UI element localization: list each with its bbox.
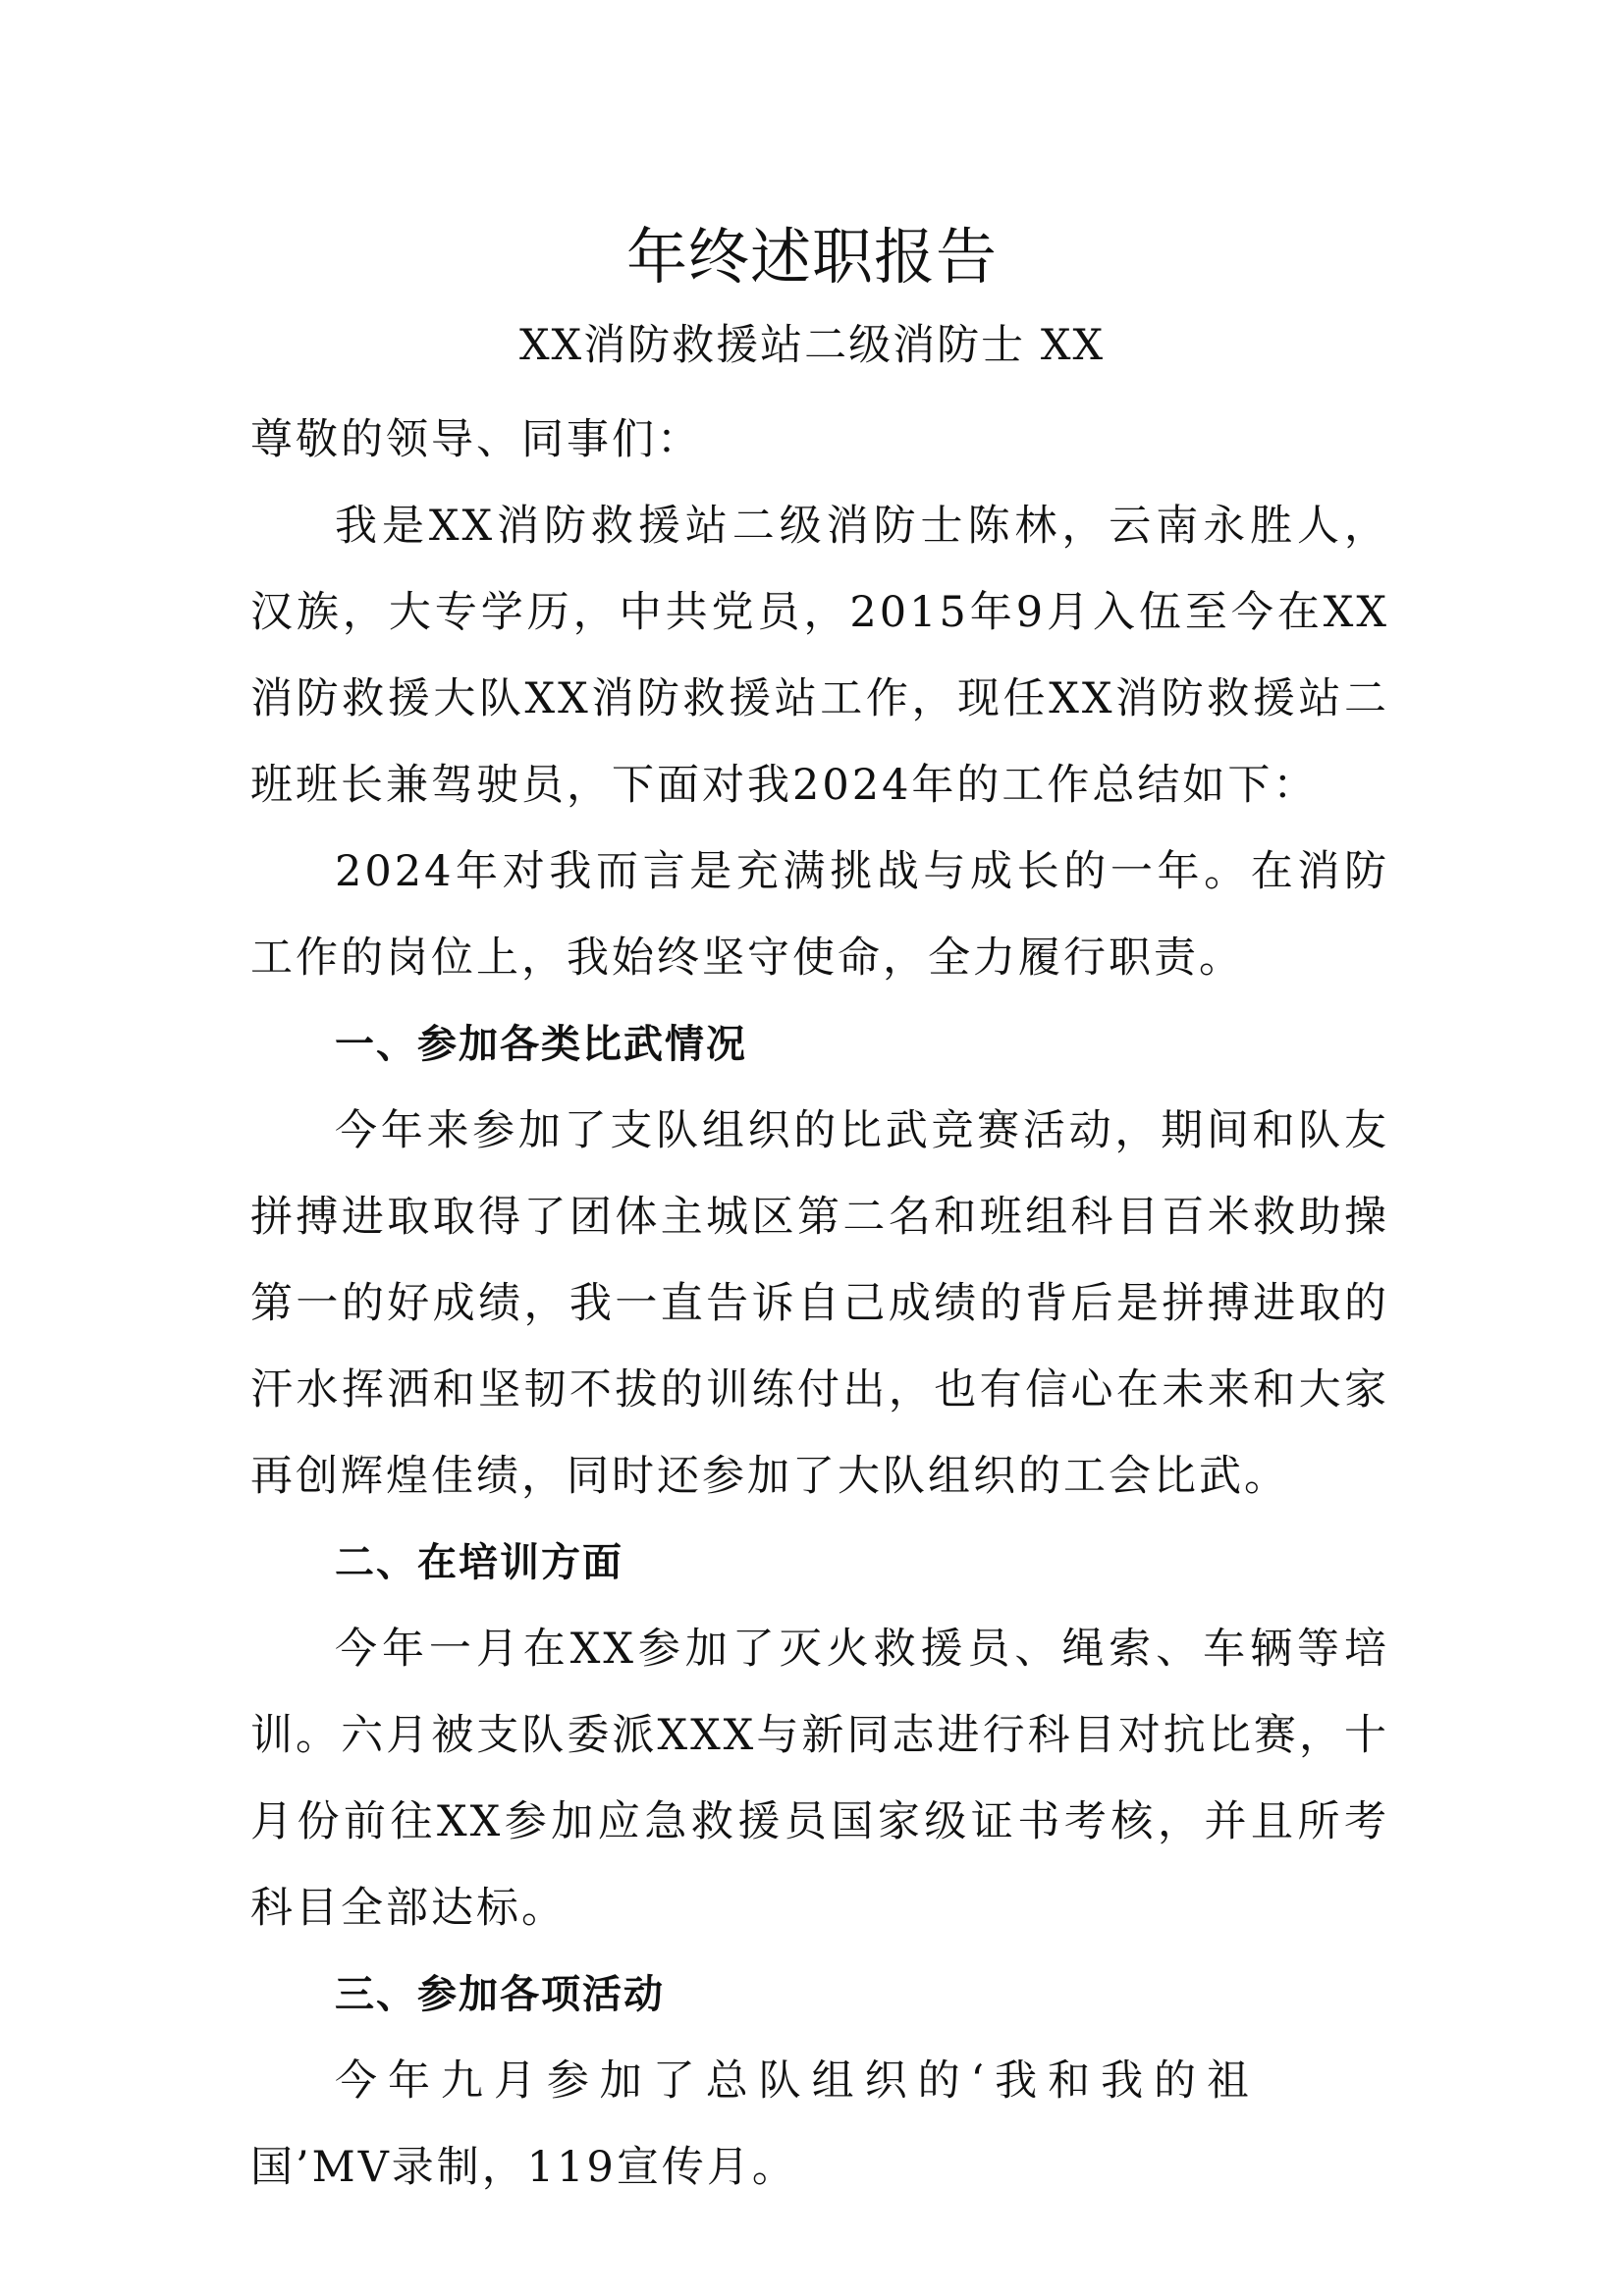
overview-paragraph: 2024年对我而言是充满挑战与成长的一年。在消防工作的岗位上，我始终坚守使命，全力履行职责。 xyxy=(250,847,1389,983)
section-heading-activities: 三、参加各项活动 xyxy=(335,1972,665,2017)
document-subtitle: XX消防救援站二级消防士 XX xyxy=(518,321,1106,370)
salutation: 尊敬的领导、同事们： xyxy=(250,415,702,464)
section-heading-competitions: 一、参加各类比武情况 xyxy=(335,1022,747,1067)
section-paragraph-activities: 今年九月参加了总队组织的‘我和我的祖国’MV录制，119宣传月。 xyxy=(250,2056,1252,2192)
document-body xyxy=(250,397,1389,2211)
document-title: 年终述职报告 xyxy=(625,221,998,293)
section-paragraph-competitions: 今年来参加了支队组织的比武竞赛活动，期间和队友拼搏进取取得了团体主城区第二名和班组科目百米救助操第一的好成绩，我一直告诉自己成绩的背后是拼搏进取的汗水挥洒和坚韧不拔的训练付出，也有信心在未来和大家再创辉煌佳绩，同时还参加了大队组织的工会比武。 xyxy=(250,1106,1389,1501)
section-heading-training: 二、在培训方面 xyxy=(335,1540,623,1585)
intro-paragraph: 我是XX消防救援站二级消防士陈林，云南永胜人，汉族，大专学历，中共党员，2015年9月入伍至今在XX消防救援大队XX消防救援站工作，现任XX消防救援站二班班长兼驾驶员，下面对我2024年的工作总结如下： xyxy=(250,502,1389,810)
section-paragraph-training: 今年一月在XX参加了灭火救援员、绳索、车辆等培训。六月被支队委派XXX与新同志进行科目对抗比赛，十月份前往XX参加应急救援员国家级证书考核，并且所考科目全部达标。 xyxy=(250,1625,1389,1933)
